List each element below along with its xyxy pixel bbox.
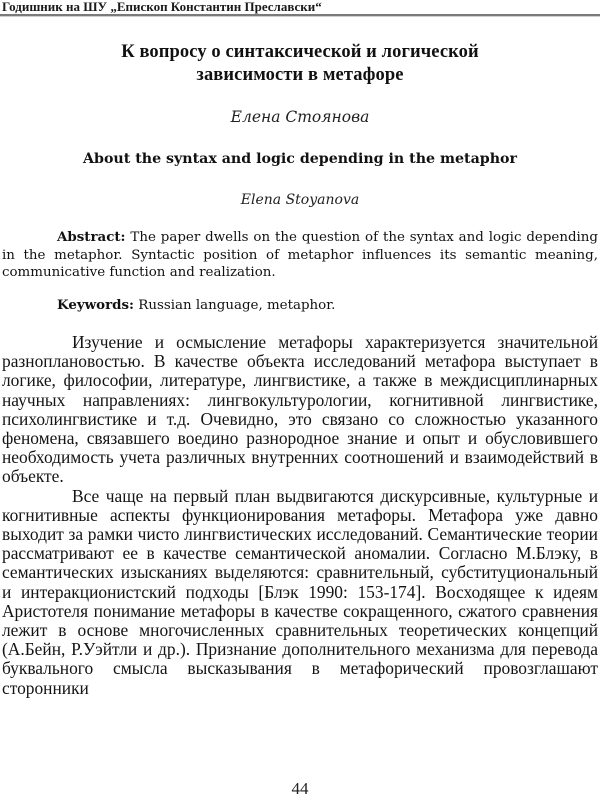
article-body: [2, 333, 598, 698]
body-paragraph: Изучение и осмысление метафоры характеризуется значительной разноплановостью. В качестве объекта исследований метафора выступает в логике, философии, литературе, лингвистике, а также в междисциплинарных научных направлениях: лингвокультурологии, когнитивной лингвистике, психолингвистике и т.д. Очевидно, это связано со сложностью указанного феномена, связавшего воедино разнородное знание и опыт и обусловившего необходимость учета различных внутренних соотношений и взаимодействий в объекте.: [2, 332, 598, 487]
keywords-label: Keywords:: [57, 297, 135, 313]
keywords-text: Russian language, metaphor.: [138, 298, 336, 313]
author-name-en: Elena Stoyanova: [240, 192, 360, 208]
article-title-en: About the syntax and logic depending in the metaphor: [83, 151, 517, 167]
article-title-ru: К вопросу о синтаксической и логической зависимости в метафоре: [121, 42, 479, 85]
abstract-label: Abstract:: [57, 229, 126, 245]
running-header: Годишник на ШУ „Епископ Константин Преславски“: [2, 0, 322, 14]
header-rule: [0, 14, 600, 16]
abstract-text: The paper dwells on the question of the syntax and logic depending in the metaphor. Syntactic position of metaphor influences its semantic meaning, communicative function and realization.: [2, 230, 599, 280]
page-number: 44: [291, 779, 309, 798]
keywords: [2, 297, 598, 315]
author-name-ru: Елена Стоянова: [230, 108, 370, 126]
body-paragraph: Все чаще на первый план выдвигаются дискурсивные, культурные и когнитивные аспекты функционирования метафоры. Метафора уже давно выходит за рамки чисто лингвистических исследований. Семантические теории рассматривают ее в качестве семантической аномалии. Согласно М.Блэку, в семантических изысканиях выделяются: сравнительный, субституциональный и интеракционистский подходы [Блэк 1990: 153-174]. Восходящее к идеям Аристотеля понимание метафоры в качестве сокращенного, сжатого сравнения лежит в основе многочисленных сравнительных теоретических концепций (А.Бейн, Р.Уэйтли и др.). Признание дополнительного механизма для перевода буквального смысла высказывания в метафорический провозглашают сторонники: [2, 485, 598, 698]
abstract: [2, 229, 598, 282]
